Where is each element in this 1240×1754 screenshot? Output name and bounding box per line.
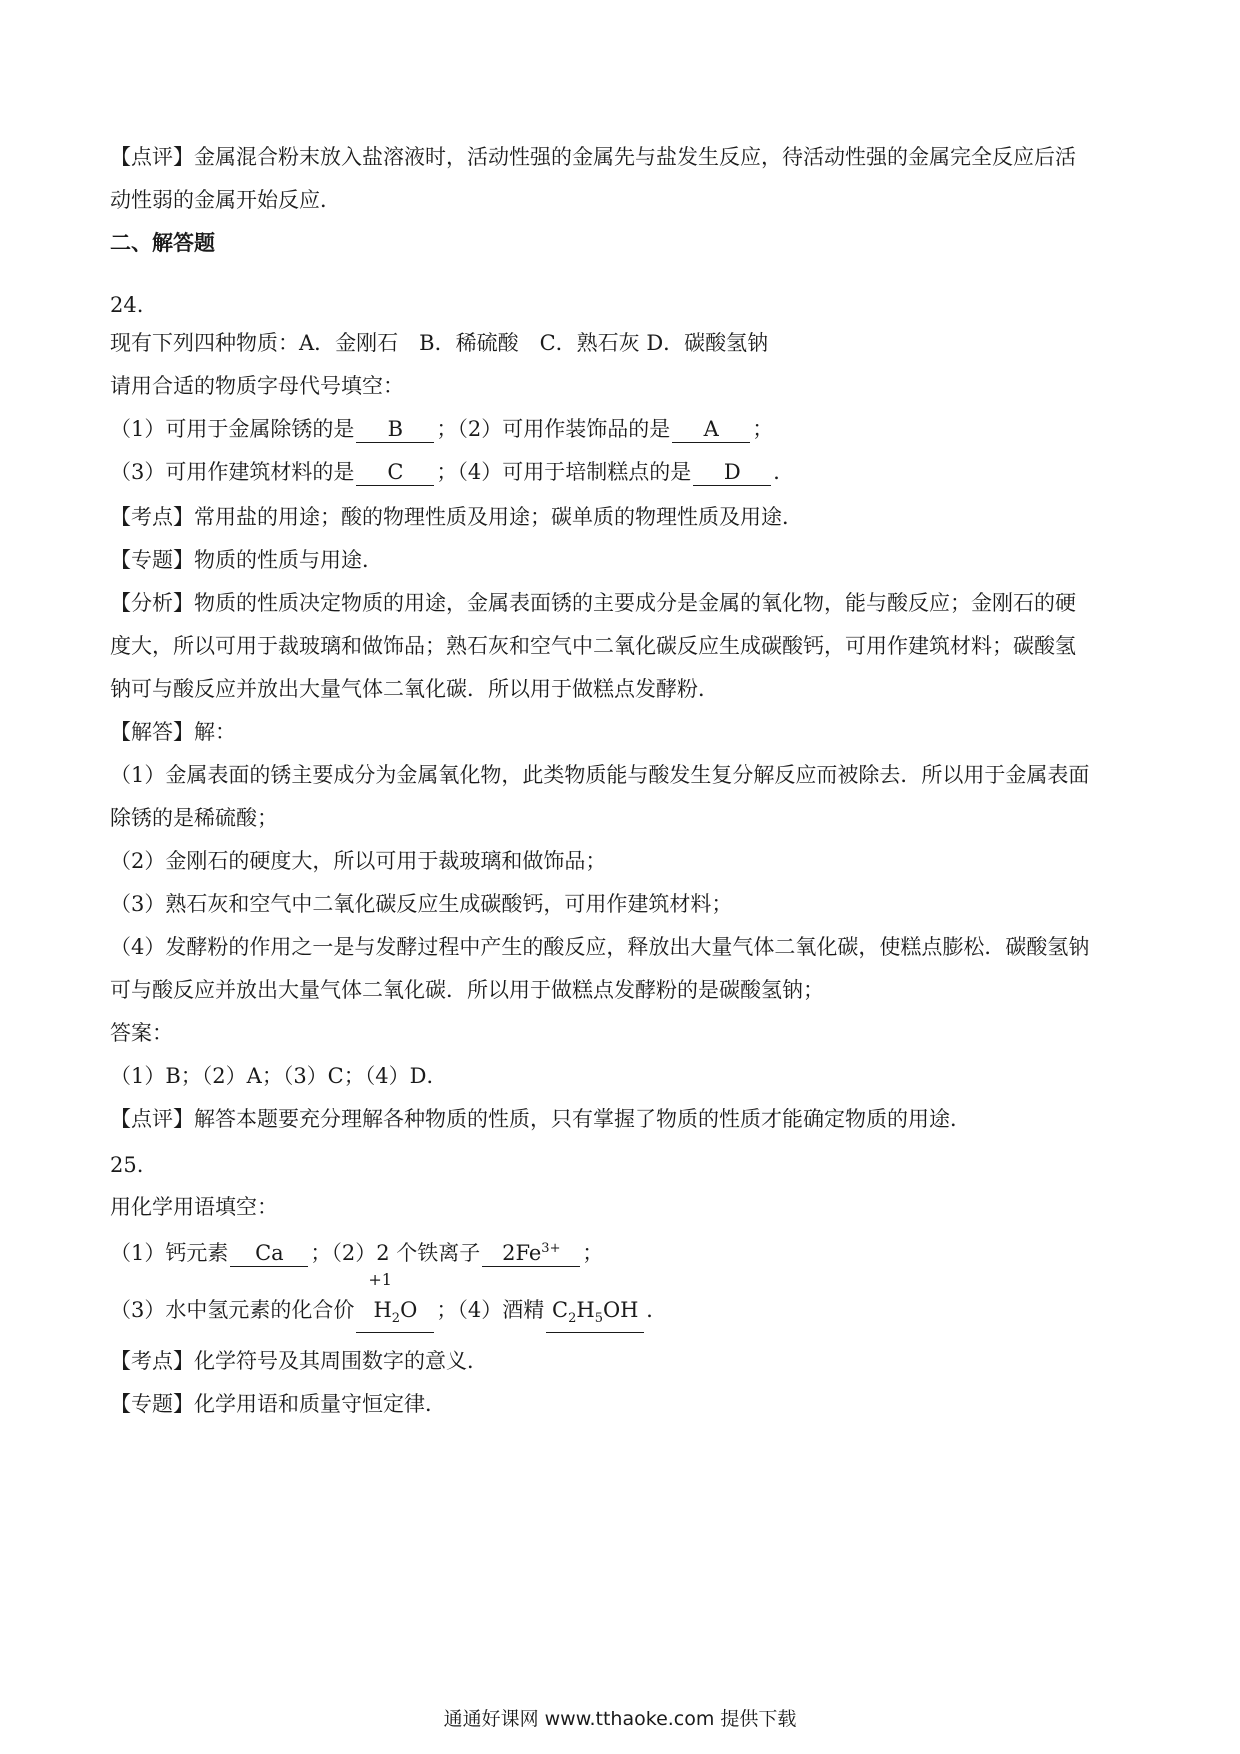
fill-text: ． bbox=[773, 460, 795, 484]
fill-text: ． bbox=[646, 1298, 668, 1322]
answer-blank bbox=[356, 1270, 434, 1333]
formula-sub: 5 bbox=[594, 1311, 603, 1327]
answer-blank: A bbox=[672, 416, 750, 443]
fill-text: ；（2）可用作装饰品的是 bbox=[436, 417, 671, 441]
question-25-fill-row-1 bbox=[110, 1236, 1140, 1268]
question-25-zhuanti: 【专题】化学用语和质量守恒定律． bbox=[110, 1392, 446, 1416]
question-24-number: 24. bbox=[110, 293, 144, 317]
question-24-solution-4b: 可与酸反应并放出大量气体二氧化碳．所以用于做糕点发酵粉的是碳酸氢钠； bbox=[110, 978, 824, 1002]
question-24-solution-1b: 除锈的是稀硫酸； bbox=[110, 806, 278, 830]
question-24-kaodian: 【考点】常用盐的用途；酸的物理性质及用途；碳单质的物理性质及用途． bbox=[110, 505, 803, 529]
fill-text: ； bbox=[752, 417, 774, 441]
answer-blank bbox=[546, 1297, 644, 1333]
question-25-kaodian: 【考点】化学符号及其周围数字的意义． bbox=[110, 1349, 488, 1373]
fill-text: （3）水中氢元素的化合价 bbox=[110, 1298, 355, 1322]
fill-text: ； bbox=[582, 1241, 604, 1265]
question-24-solution-1a: （1）金属表面的锈主要成分为金属氧化物，此类物质能与酸发生复分解反应而被除去．所以用于金属表面 bbox=[110, 763, 1090, 787]
section-title: 二、解答题 bbox=[110, 230, 215, 255]
formula-sub: 2 bbox=[391, 1311, 401, 1327]
answer-blank: D bbox=[693, 459, 771, 486]
fill-text: ；（2）2 个铁离子 bbox=[310, 1241, 481, 1265]
page-footer: 通通好课网 www.tthaoke.com 提供下载 bbox=[443, 1708, 797, 1730]
question-24-stem: 现有下列四种物质：A．金刚石 B．稀硫酸 C．熟石灰 D．碳酸氢钠 bbox=[110, 331, 769, 355]
formula-c: C bbox=[552, 1298, 569, 1322]
comment-line-1: 【点评】金属混合粉末放入盐溶液时，活动性强的金属先与盐发生反应，待活动性强的金属完全反应后活 bbox=[110, 145, 1076, 169]
fill-text: （3）可用作建筑材料的是 bbox=[110, 460, 355, 484]
question-24-answer: （1）B；（2）A；（3）C；（4）D． bbox=[110, 1064, 448, 1088]
formula-h: H bbox=[576, 1298, 595, 1322]
fill-text: （1）钙元素 bbox=[110, 1241, 229, 1265]
formula-oh: OH bbox=[602, 1298, 639, 1322]
question-24-comment: 【点评】解答本题要充分理解各种物质的性质，只有掌握了物质的性质才能确定物质的用途． bbox=[110, 1107, 971, 1131]
valence-mark: +1 bbox=[368, 1270, 392, 1289]
formula-h: H bbox=[373, 1298, 392, 1322]
question-25-fill-row-2 bbox=[110, 1270, 1140, 1333]
question-25-number: 25. bbox=[110, 1153, 144, 1177]
question-24-solution-2: （2）金刚石的硬度大，所以可用于裁玻璃和做饰品； bbox=[110, 849, 607, 873]
iron-ion-symbol: 2Fe bbox=[502, 1241, 542, 1265]
ion-charge: 3+ bbox=[541, 1241, 561, 1256]
question-24-solution-label: 【解答】解： bbox=[110, 720, 236, 744]
question-24-analysis-1: 【分析】物质的性质决定物质的用途，金属表面锈的主要成分是金属的氧化物，能与酸反应；金刚石的硬 bbox=[110, 591, 1076, 615]
comment-line-2: 动性弱的金属开始反应． bbox=[110, 188, 341, 212]
answer-blank: C bbox=[356, 459, 434, 486]
answer-blank: B bbox=[356, 416, 434, 443]
answer-blank bbox=[230, 1240, 308, 1267]
question-24-solution-3: （3）熟石灰和空气中二氧化碳反应生成碳酸钙，可用作建筑材料； bbox=[110, 892, 733, 916]
question-24-fill-row-2 bbox=[110, 457, 1140, 487]
formula-o: O bbox=[400, 1298, 418, 1322]
formula-sub: 2 bbox=[568, 1311, 577, 1327]
fill-text: ；（4）可用于培制糕点的是 bbox=[436, 460, 692, 484]
question-24-fill-row-1 bbox=[110, 414, 1140, 444]
question-24-answer-label: 答案： bbox=[110, 1021, 173, 1045]
fill-text: ；（4）酒精 bbox=[436, 1298, 545, 1322]
answer-blank bbox=[482, 1236, 580, 1267]
fill-text: （1）可用于金属除锈的是 bbox=[110, 417, 355, 441]
question-25-stem: 用化学用语填空： bbox=[110, 1195, 278, 1219]
question-24-analysis-3: 钠可与酸反应并放出大量气体二氧化碳．所以用于做糕点发酵粉． bbox=[110, 677, 719, 701]
question-24-instruction: 请用合适的物质字母代号填空： bbox=[110, 374, 404, 398]
question-24-zhuanti: 【专题】物质的性质与用途． bbox=[110, 548, 383, 572]
calcium-symbol: Ca bbox=[255, 1241, 284, 1265]
question-24-analysis-2: 度大，所以可用于裁玻璃和做饰品；熟石灰和空气中二氧化碳反应生成碳酸钙，可用作建筑材料；碳酸氢 bbox=[110, 634, 1076, 658]
question-24-solution-4a: （4）发酵粉的作用之一是与发酵过程中产生的酸反应，释放出大量气体二氧化碳，使糕点膨松．碳酸氢钠 bbox=[110, 935, 1090, 959]
